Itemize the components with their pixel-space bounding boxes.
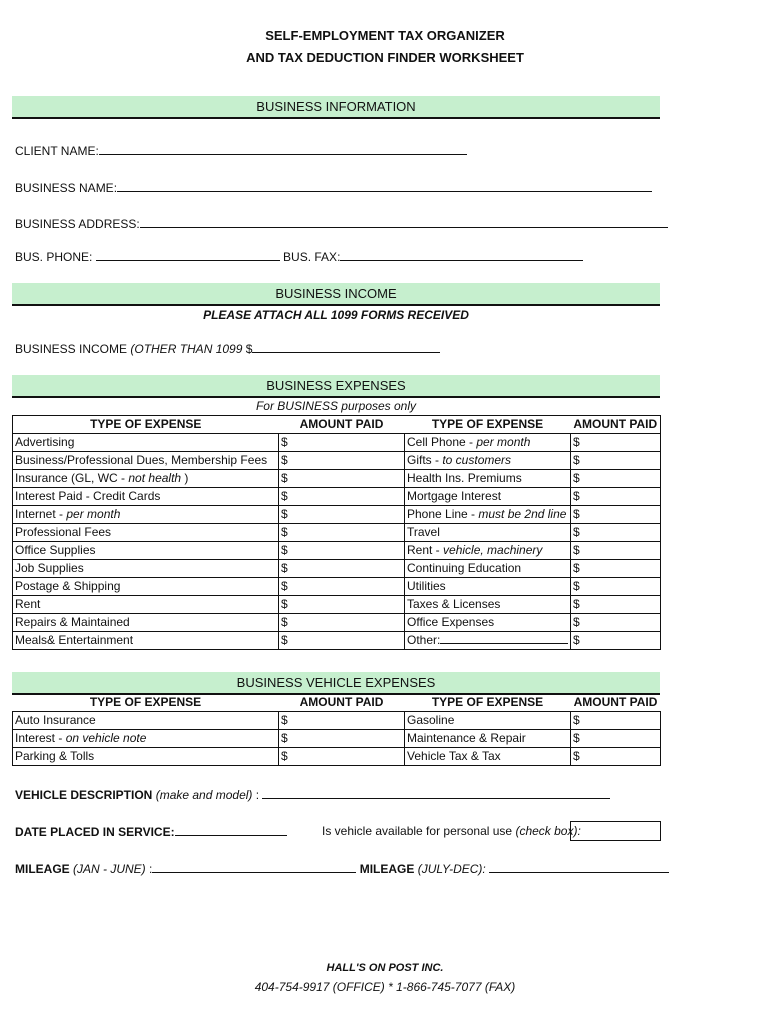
expense-amount-left[interactable] (279, 542, 405, 560)
expense-row (13, 506, 661, 524)
vehicle-expense-amount-right[interactable] (571, 748, 661, 766)
vehicle-expenses-table (12, 694, 661, 766)
expense-row (13, 614, 661, 632)
dollar-sign: $ (281, 507, 288, 521)
expense-amount-left[interactable] (279, 560, 405, 578)
vehicle-expense-amount-left[interactable] (279, 748, 405, 766)
expense-type-note: vehicle, machinery (443, 543, 543, 557)
dollar-sign: $ (281, 615, 288, 629)
expense-type-note: per month (66, 507, 121, 521)
expense-type-left (13, 524, 279, 542)
business-income-label: BUSINESS INCOME (15, 342, 131, 356)
expense-row (13, 560, 661, 578)
expense-amount-left[interactable] (279, 578, 405, 596)
dollar-sign: $ (573, 543, 580, 557)
veh-col-type-left: TYPE OF EXPENSE (89, 695, 202, 709)
vehicle-expense-type-right (405, 748, 571, 766)
expense-type-left (13, 488, 279, 506)
expense-type-left (13, 452, 279, 470)
expense-type-right (405, 452, 571, 470)
vehicle-expense-type-text: Interest - (15, 731, 66, 745)
vehicle-description-field[interactable] (262, 787, 610, 799)
vehicle-expense-type-right (405, 712, 571, 730)
expense-type-text: Business/Professional Dues, Membership Fees (15, 453, 268, 467)
expense-amount-left[interactable] (279, 452, 405, 470)
business-income-field[interactable] (252, 341, 440, 353)
vehicle-expense-amount-left[interactable] (279, 712, 405, 730)
dollar-sign: $ (573, 507, 580, 521)
bus-fax-field[interactable] (340, 249, 583, 261)
col-amount-left: AMOUNT PAID (299, 417, 384, 431)
expense-type-right (405, 470, 571, 488)
bus-phone-row (15, 249, 583, 264)
footer-company: HALL'S ON POST INC. (326, 962, 444, 974)
vehicle-expense-type-left (13, 748, 279, 766)
personal-use-note: (check box): (515, 824, 581, 838)
dollar-sign: $ (573, 615, 580, 629)
expense-type-left (13, 542, 279, 560)
col-type-right: TYPE OF EXPENSE (431, 417, 544, 431)
col-type-left: TYPE OF EXPENSE (13, 416, 279, 434)
business-address-row (15, 216, 668, 231)
expense-row (13, 578, 661, 596)
expense-type-right (405, 506, 571, 524)
expense-type-text: Interest Paid - Credit Cards (15, 489, 161, 503)
business-expenses-table (12, 415, 661, 650)
expense-type-left (13, 434, 279, 452)
client-name-label: CLIENT NAME: (15, 144, 99, 158)
vehicle-expense-amount-left[interactable] (279, 730, 405, 748)
expense-type-text: Phone Line - (407, 507, 479, 521)
mileage-first-half-colon: : (145, 862, 153, 876)
dollar-sign: $ (281, 561, 288, 575)
expense-amount-right[interactable] (571, 542, 661, 560)
business-income-row (15, 341, 440, 356)
expense-row (13, 596, 661, 614)
business-name-label: BUSINESS NAME: (15, 181, 118, 195)
personal-use-label: Is vehicle available for personal use (322, 824, 516, 838)
dollar-sign: $ (281, 731, 288, 745)
vehicle-description-row (15, 787, 610, 802)
dollar-sign: $ (281, 489, 288, 503)
expense-type-text: Meals& Entertainment (15, 633, 134, 647)
expense-type-text: Travel (407, 525, 440, 539)
expense-type-right (405, 596, 571, 614)
dollar-sign: $ (573, 597, 580, 611)
dollar-sign: $ (281, 597, 288, 611)
vehicle-expense-type-text: Parking & Tolls (15, 749, 95, 763)
dollar-sign: $ (281, 713, 288, 727)
expense-row (13, 524, 661, 542)
expense-amount-right[interactable] (571, 632, 661, 650)
expense-type-text: Rent - (407, 543, 444, 557)
vehicle-expense-type-right (405, 730, 571, 748)
dollar-sign: $ (573, 579, 580, 593)
expense-type-text: Internet - (15, 507, 67, 521)
expense-type-text: Continuing Education (407, 561, 522, 575)
date-in-service-label: DATE PLACED IN SERVICE: (15, 825, 175, 839)
expense-type-tail: ) (181, 471, 189, 485)
expense-type-text: Mortgage Interest (407, 489, 502, 503)
mileage-first-half-label: MILEAGE (15, 862, 70, 876)
expense-type-text: Office Supplies (15, 543, 96, 557)
expense-type-right (405, 632, 571, 650)
expense-type-right (405, 488, 571, 506)
expense-type-text: Postage & Shipping (15, 579, 121, 593)
vehicle-expense-row (13, 748, 661, 766)
business-address-label: BUSINESS ADDRESS: (15, 217, 140, 231)
vehicle-expense-type-text: Maintenance & Repair (407, 731, 526, 745)
expense-amount-right[interactable] (571, 614, 661, 632)
expense-row (13, 434, 661, 452)
dollar-sign: $ (573, 731, 580, 745)
expense-type-text: Health Ins. Premiums (407, 471, 522, 485)
business-name-field[interactable] (117, 180, 652, 192)
expense-type-text: Rent (15, 597, 41, 611)
veh-col-amount-left: AMOUNT PAID (299, 695, 384, 709)
vehicle-expense-type-text: Auto Insurance (15, 713, 96, 727)
date-in-service-field[interactable] (175, 824, 287, 836)
expense-amount-left[interactable] (279, 470, 405, 488)
bus-phone-field[interactable] (96, 249, 280, 261)
mileage-row (15, 861, 669, 876)
expense-type-text: Insurance (GL, WC - (15, 471, 129, 485)
business-information-heading: BUSINESS INFORMATION (12, 96, 660, 119)
expense-row (13, 470, 661, 488)
vehicle-description-label: VEHICLE DESCRIPTION (15, 788, 153, 802)
mileage-first-half-field[interactable] (152, 861, 356, 873)
vehicle-expense-amount-right[interactable] (571, 712, 661, 730)
bus-phone-label: BUS. PHONE: (15, 250, 93, 264)
dollar-sign: $ (573, 561, 580, 575)
business-address-field[interactable] (140, 216, 668, 228)
mileage-second-half-field[interactable] (489, 861, 669, 873)
veh-col-type-right: TYPE OF EXPENSE (431, 695, 544, 709)
bus-fax-label: BUS. FAX: (283, 250, 341, 264)
dollar-sign: $ (281, 525, 288, 539)
veh-col-amount-right: AMOUNT PAID (573, 695, 658, 709)
expense-row (13, 488, 661, 506)
attach-1099-note: PLEASE ATTACH ALL 1099 FORMS RECEIVED (203, 308, 469, 322)
expense-type-right (405, 578, 571, 596)
expense-amount-right[interactable] (571, 434, 661, 452)
col-amount-right: AMOUNT PAID (571, 416, 661, 434)
expense-type-right (405, 542, 571, 560)
dollar-sign: $ (573, 713, 580, 727)
dollar-sign: $ (573, 525, 580, 539)
dollar-sign: $ (573, 453, 580, 467)
business-income-heading: BUSINESS INCOME (12, 283, 660, 306)
dollar-sign: $ (573, 471, 580, 485)
expense-type-left (13, 596, 279, 614)
vehicle-expense-amount-right[interactable] (571, 730, 661, 748)
footer-contact: 404-754-9917 (OFFICE) * 1-866-745-7077 (FAX) (254, 980, 516, 994)
vehicle-expense-type-left (13, 730, 279, 748)
vehicle-expense-row (13, 730, 661, 748)
dollar-sign: $ (573, 435, 580, 449)
dollar-sign: $ (281, 633, 288, 647)
mileage-first-half-note: (JAN - JUNE) (73, 862, 146, 876)
mileage-second-half-note: (JULY-DEC): (417, 862, 486, 876)
mileage-second-half-label: MILEAGE (359, 862, 415, 876)
vehicle-expense-row (13, 712, 661, 730)
expense-type-left (13, 632, 279, 650)
dollar-sign: $ (281, 749, 288, 763)
expense-type-note: to customers (442, 453, 512, 467)
vehicle-expense-type-note: on vehicle note (65, 731, 147, 745)
expense-amount-right[interactable] (571, 578, 661, 596)
personal-use-row (322, 824, 581, 838)
expense-type-right (405, 614, 571, 632)
page-title: SELF-EMPLOYMENT TAX ORGANIZER (265, 28, 505, 43)
date-in-service-row (15, 824, 287, 839)
expense-amount-left[interactable] (279, 596, 405, 614)
expense-type-note: per month (476, 435, 531, 449)
expense-type-note: not health (128, 471, 182, 485)
vehicle-description-note: (make and model) (155, 788, 253, 802)
business-income-note: (OTHER THAN 1099 (130, 342, 246, 356)
expense-type-right (405, 560, 571, 578)
expense-type-text: Office Expenses (407, 615, 495, 629)
dollar-sign: $ (281, 435, 288, 449)
client-name-field[interactable] (99, 143, 467, 155)
expense-amount-left[interactable] (279, 524, 405, 542)
business-income-dollar: $ (245, 342, 253, 356)
expense-row (13, 542, 661, 560)
dollar-sign: $ (281, 453, 288, 467)
vehicle-expense-type-text: Vehicle Tax & Tax (407, 749, 501, 763)
expense-type-note: must be 2nd line (478, 507, 567, 521)
expense-amount-right[interactable] (571, 452, 661, 470)
expense-type-right (405, 524, 571, 542)
expense-type-left (13, 470, 279, 488)
expense-amount-left[interactable] (279, 614, 405, 632)
business-expenses-heading: BUSINESS EXPENSES (12, 375, 660, 398)
dollar-sign: $ (573, 633, 580, 647)
expense-type-text: Utilities (407, 579, 446, 593)
expense-type-right (405, 434, 571, 452)
expense-amount-right[interactable] (571, 596, 661, 614)
dollar-sign: $ (573, 489, 580, 503)
expense-type-text: Cell Phone - (407, 435, 477, 449)
personal-use-checkbox[interactable] (570, 821, 661, 841)
dollar-sign: $ (281, 543, 288, 557)
expense-amount-right[interactable] (571, 470, 661, 488)
expense-type-left (13, 578, 279, 596)
business-purposes-note: For BUSINESS purposes only (255, 399, 417, 413)
expense-type-text: Repairs & Maintained (15, 615, 130, 629)
expense-amount-right[interactable] (571, 506, 661, 524)
dollar-sign: $ (281, 579, 288, 593)
expense-type-left (13, 614, 279, 632)
expense-row (13, 632, 661, 650)
expense-type-text: Other: (407, 633, 441, 647)
expense-type-left (13, 506, 279, 524)
expense-type-text: Job Supplies (15, 561, 84, 575)
expense-row (13, 452, 661, 470)
business-name-row (15, 180, 652, 195)
client-name-row (15, 143, 467, 158)
page-subtitle: AND TAX DEDUCTION FINDER WORKSHEET (246, 50, 524, 65)
expense-amount-left[interactable] (279, 488, 405, 506)
expense-amount-left[interactable] (279, 434, 405, 452)
other-expense-field[interactable] (440, 632, 568, 644)
expense-type-text: Taxes & Licenses (407, 597, 501, 611)
expense-amount-right[interactable] (571, 560, 661, 578)
expense-amount-left[interactable] (279, 632, 405, 650)
vehicle-expense-type-left (13, 712, 279, 730)
expense-amount-right[interactable] (571, 524, 661, 542)
vehicle-description-colon: : (252, 788, 260, 802)
vehicle-expense-type-text: Gasoline (407, 713, 455, 727)
vehicle-expenses-heading: BUSINESS VEHICLE EXPENSES (12, 672, 660, 695)
expense-type-text: Advertising (15, 435, 75, 449)
expense-type-text: Professional Fees (15, 525, 112, 539)
dollar-sign: $ (573, 749, 580, 763)
expense-amount-right[interactable] (571, 488, 661, 506)
expense-type-text: Gifts - (407, 453, 443, 467)
expense-type-left (13, 560, 279, 578)
expense-amount-left[interactable] (279, 506, 405, 524)
dollar-sign: $ (281, 471, 288, 485)
